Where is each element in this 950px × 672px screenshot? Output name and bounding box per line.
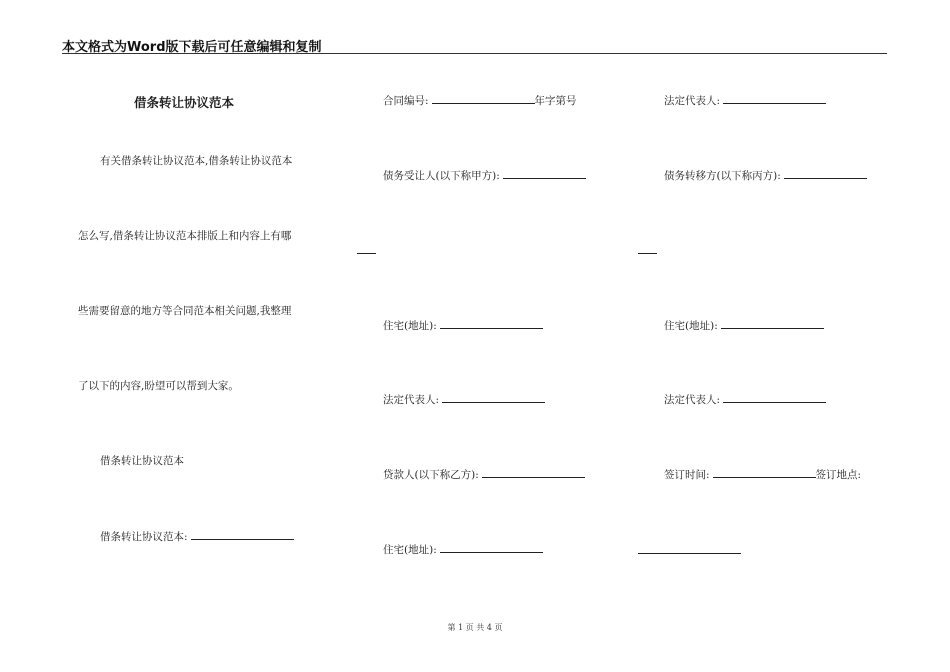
assignee-field — [383, 168, 586, 183]
transferor-label: 债务转移方(以下称丙方): — [664, 170, 781, 182]
residence-blank-2 — [440, 542, 543, 553]
sign-time-label: 签订时间: — [664, 469, 710, 481]
borrower-label: 贷款人(以下称乙方): — [383, 469, 479, 481]
residence-label-2: 住宅(地址): — [383, 544, 437, 556]
legal-rep-label-c3-2: 法定代表人: — [664, 394, 721, 406]
agreement-field-label: 借条转让协议范本: — [100, 531, 188, 543]
page-number: 第 1 页 共 4 页 — [447, 623, 503, 632]
contract-number-label: 合同编号: — [383, 95, 429, 107]
residence-blank-c3 — [721, 318, 824, 329]
header-rule — [62, 53, 887, 54]
agreement-blank — [191, 529, 294, 540]
residence-blank-1 — [440, 318, 543, 329]
intro-line-4: 了以下的内容,盼望可以帮到大家。 — [78, 380, 239, 392]
legal-rep-field-c3-2 — [664, 392, 826, 407]
transferor-blank — [784, 168, 867, 179]
borrower-blank — [482, 467, 585, 478]
contract-number-suffix: 年字第号 — [534, 95, 577, 107]
intro-line-2: 怎么写,借条转让协议范本排版上和内容上有哪 — [78, 230, 292, 242]
assignee-label: 债务受让人(以下称甲方): — [383, 170, 500, 182]
document-header: 本文格式为Word版下载后可任意编辑和复制 — [62, 40, 322, 55]
document-title: 借条转让协议范本 — [134, 95, 235, 110]
legal-rep-blank — [442, 392, 545, 403]
legal-rep-label-c3-1: 法定代表人: — [664, 95, 721, 107]
residence-label-c3: 住宅(地址): — [664, 320, 718, 332]
sign-time-blank — [713, 467, 816, 478]
contract-number-field — [383, 93, 577, 108]
intro-line-1: 有关借条转让协议范本,借条转让协议范本 — [100, 155, 293, 167]
transferor-continuation-line — [638, 253, 657, 254]
section-subtitle: 借条转让协议范本 — [100, 455, 184, 467]
assignee-blank — [503, 168, 586, 179]
sign-place-blank — [638, 553, 741, 554]
agreement-field — [100, 529, 294, 544]
borrower-field — [383, 467, 585, 482]
transferor-field — [664, 168, 867, 183]
sign-time-field — [664, 467, 861, 482]
legal-rep-field — [383, 392, 545, 407]
assignee-continuation-line — [357, 253, 376, 254]
legal-rep-label: 法定代表人: — [383, 394, 440, 406]
sign-place-label: 签订地点: — [815, 469, 862, 481]
contract-number-blank — [432, 93, 535, 104]
legal-rep-blank-c3-1 — [723, 93, 826, 104]
residence-field-c3 — [664, 318, 824, 333]
legal-rep-field-c3-1 — [664, 93, 826, 108]
intro-line-3: 些需要留意的地方等合同范本相关问题,我整理 — [78, 305, 292, 317]
legal-rep-blank-c3-2 — [723, 392, 826, 403]
residence-label-1: 住宅(地址): — [383, 320, 437, 332]
residence-field-1 — [383, 318, 543, 333]
residence-field-2 — [383, 542, 543, 557]
